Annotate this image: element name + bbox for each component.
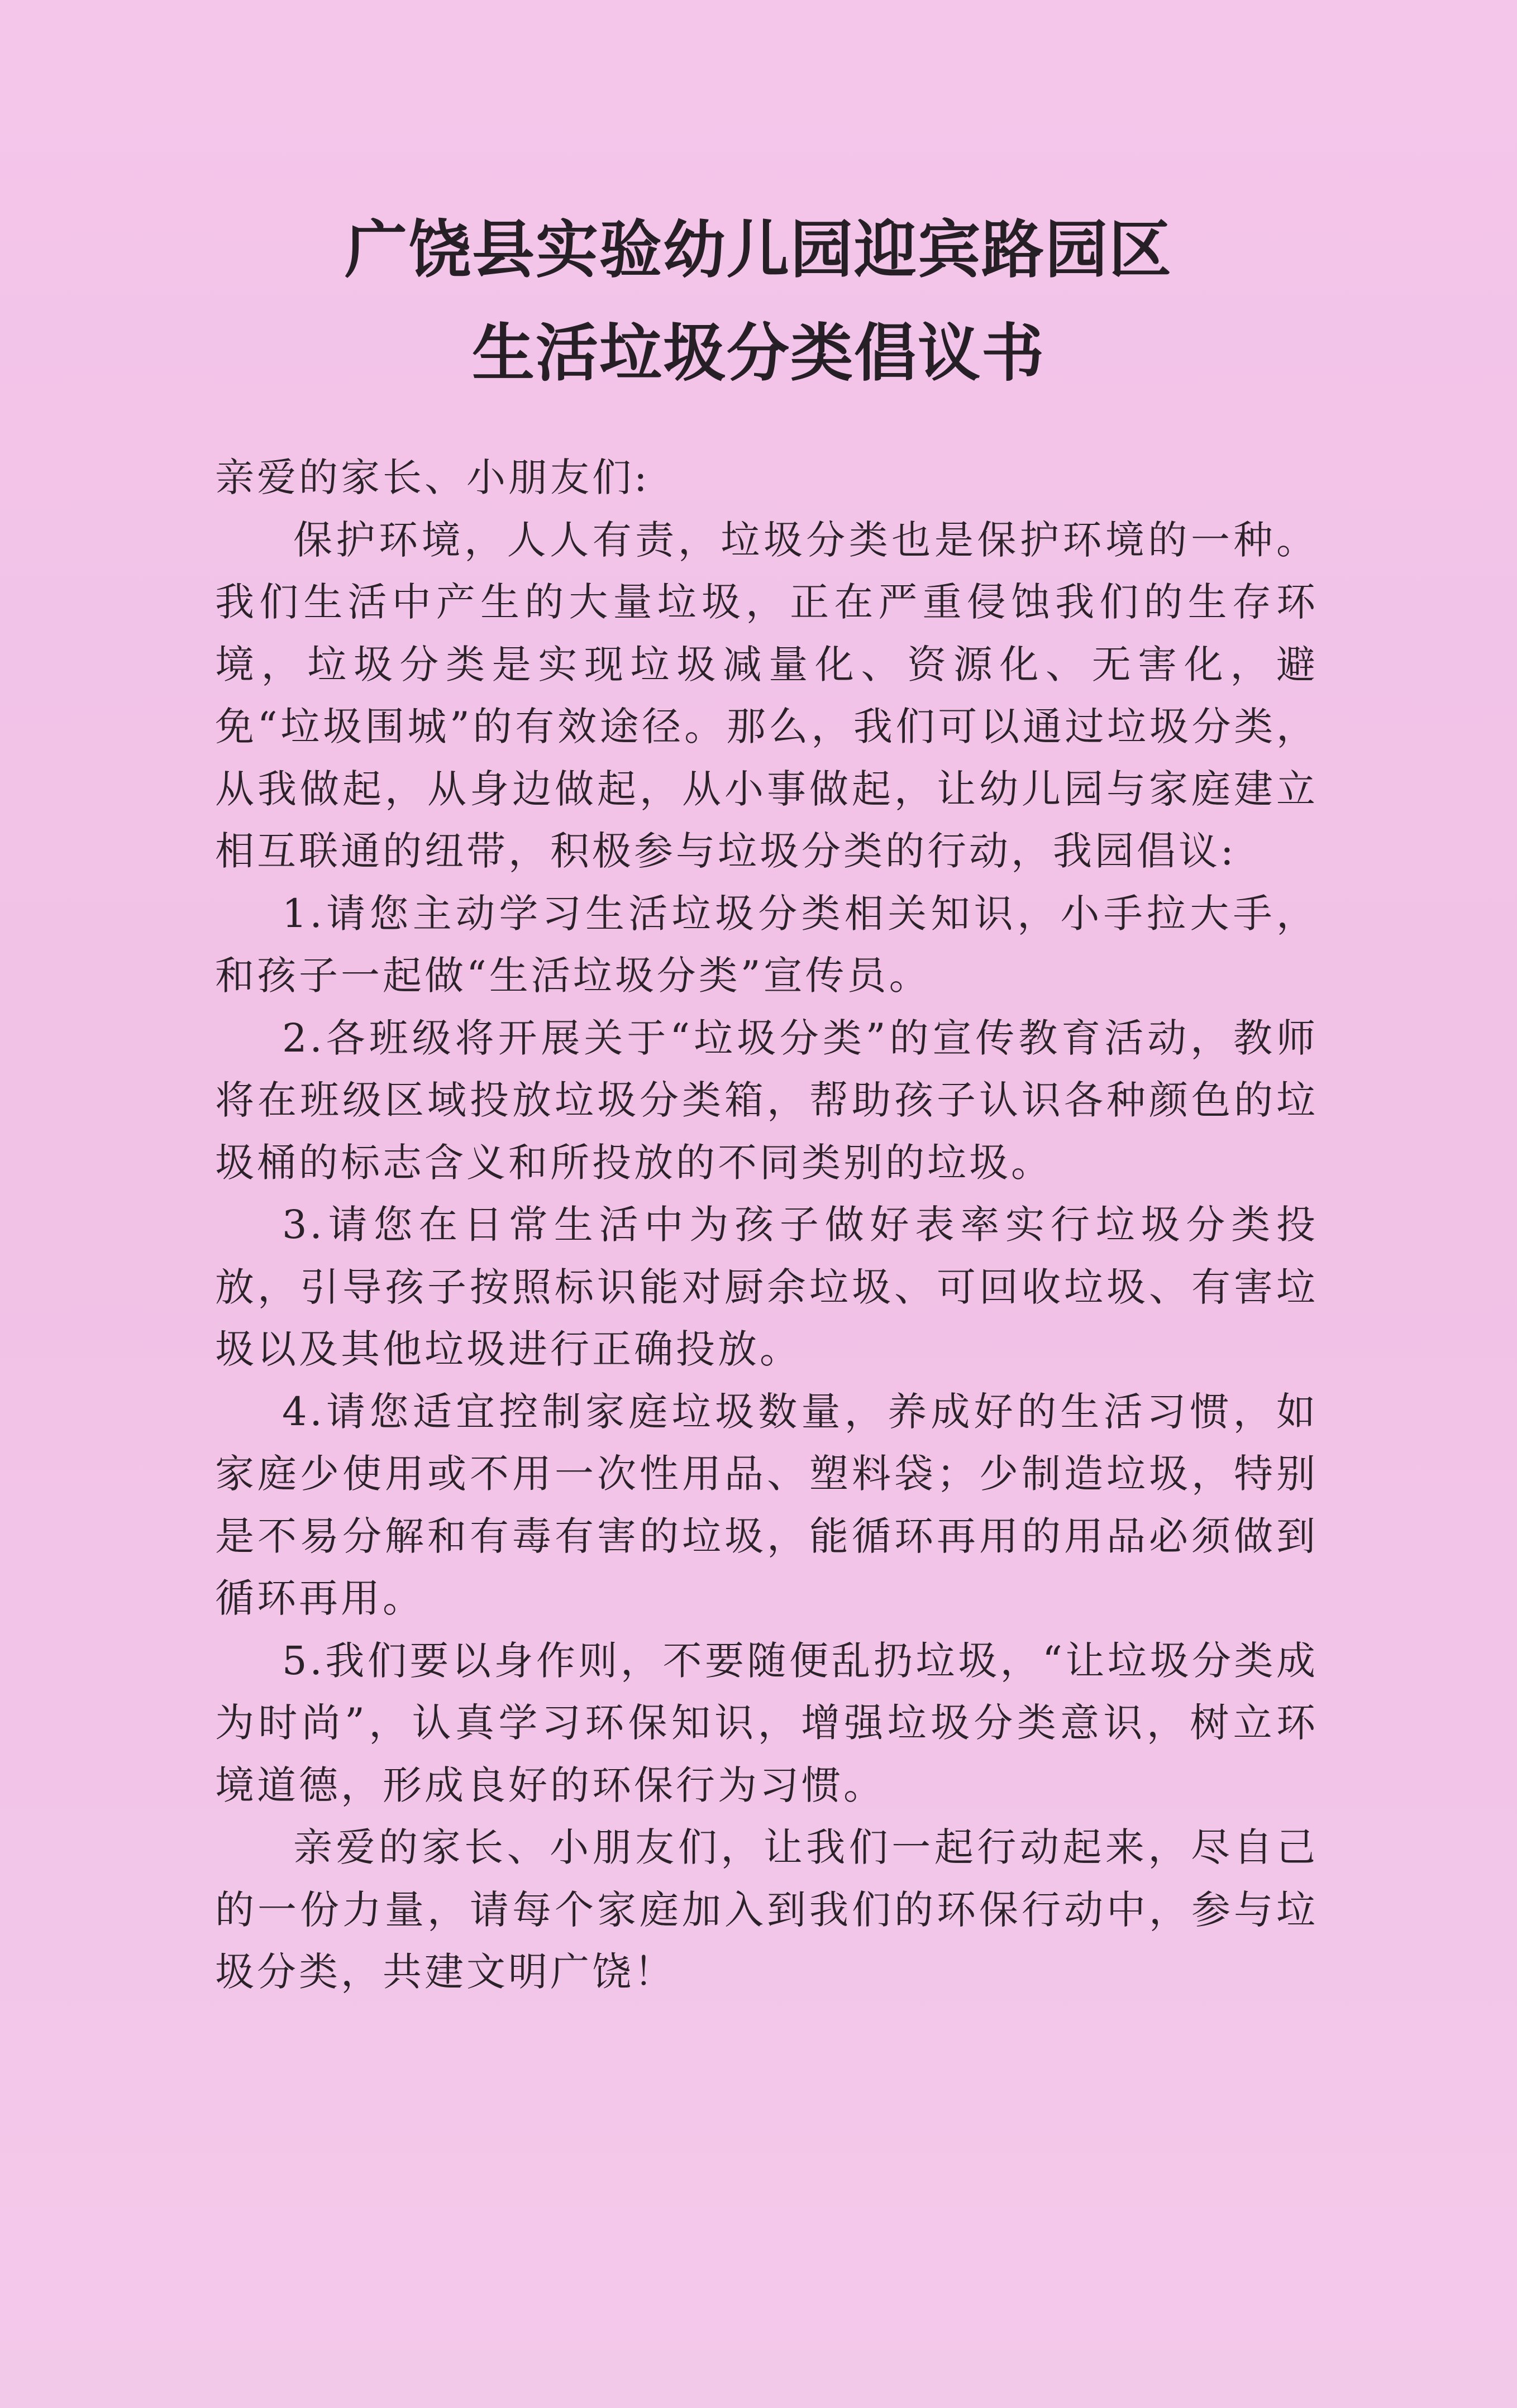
document-title (0, 198, 1517, 405)
title-line-2: 生活垃圾分类倡议书 (472, 317, 1045, 390)
proposal-item-2: 2.各班级将开展关于“垃圾分类”的宣传教育活动，教师将在班级区域投放垃圾分类箱，帮助孩子认识各种颜色的垃圾桶的标志含义和所投放的不同类别的垃圾。 (215, 1015, 1318, 1186)
title-line-1: 广饶县实验幼儿园迎宾路园区 (345, 213, 1172, 286)
greeting: 亲爱的家长、小朋友们: (215, 455, 650, 500)
proposal-item-5: 5.我们要以身作则，不要随便乱扔垃圾，“让垃圾分类成为时尚”，认真学习环保知识，增强垃圾分类意识，树立环境道德，形成良好的环保行为习惯。 (215, 1637, 1318, 1808)
intro-paragraph: 保护环境，人人有责，垃圾分类也是保护环境的一种。我们生活中产生的大量垃圾，正在严重侵蚀我们的生存环境，垃圾分类是实现垃圾减量化、资源化、无害化，避免“垃圾围城”的有效途径。那么，我们可以通过垃圾分类，从我做起，从身边做起，从小事做起，让幼儿园与家庭建立相互联通的纽带，积极参与垃圾分类的行动，我园倡议: (215, 517, 1318, 874)
proposal-item-3: 3.请您在日常生活中为孩子做好表率实行垃圾分类投放，引导孩子按照标识能对厨余垃圾、可回收垃圾、有害垃圾以及其他垃圾进行正确投放。 (215, 1202, 1318, 1372)
proposal-item-4: 4.请您适宜控制家庭垃圾数量，养成好的生活习惯，如家庭少使用或不用一次性用品、塑料袋；少制造垃圾，特别是不易分解和有毒有害的垃圾，能循环再用的用品必须做到循环再用。 (215, 1388, 1318, 1621)
document-body (215, 447, 1318, 2004)
closing-paragraph: 亲爱的家长、小朋友们，让我们一起行动起来，尽自己的一份力量，请每个家庭加入到我们的环保行动中，参与垃圾分类，共建文明广饶！ (215, 1824, 1318, 1995)
proposal-item-1: 1.请您主动学习生活垃圾分类相关知识，小手拉大手，和孩子一起做“生活垃圾分类”宣传员。 (215, 890, 1318, 998)
